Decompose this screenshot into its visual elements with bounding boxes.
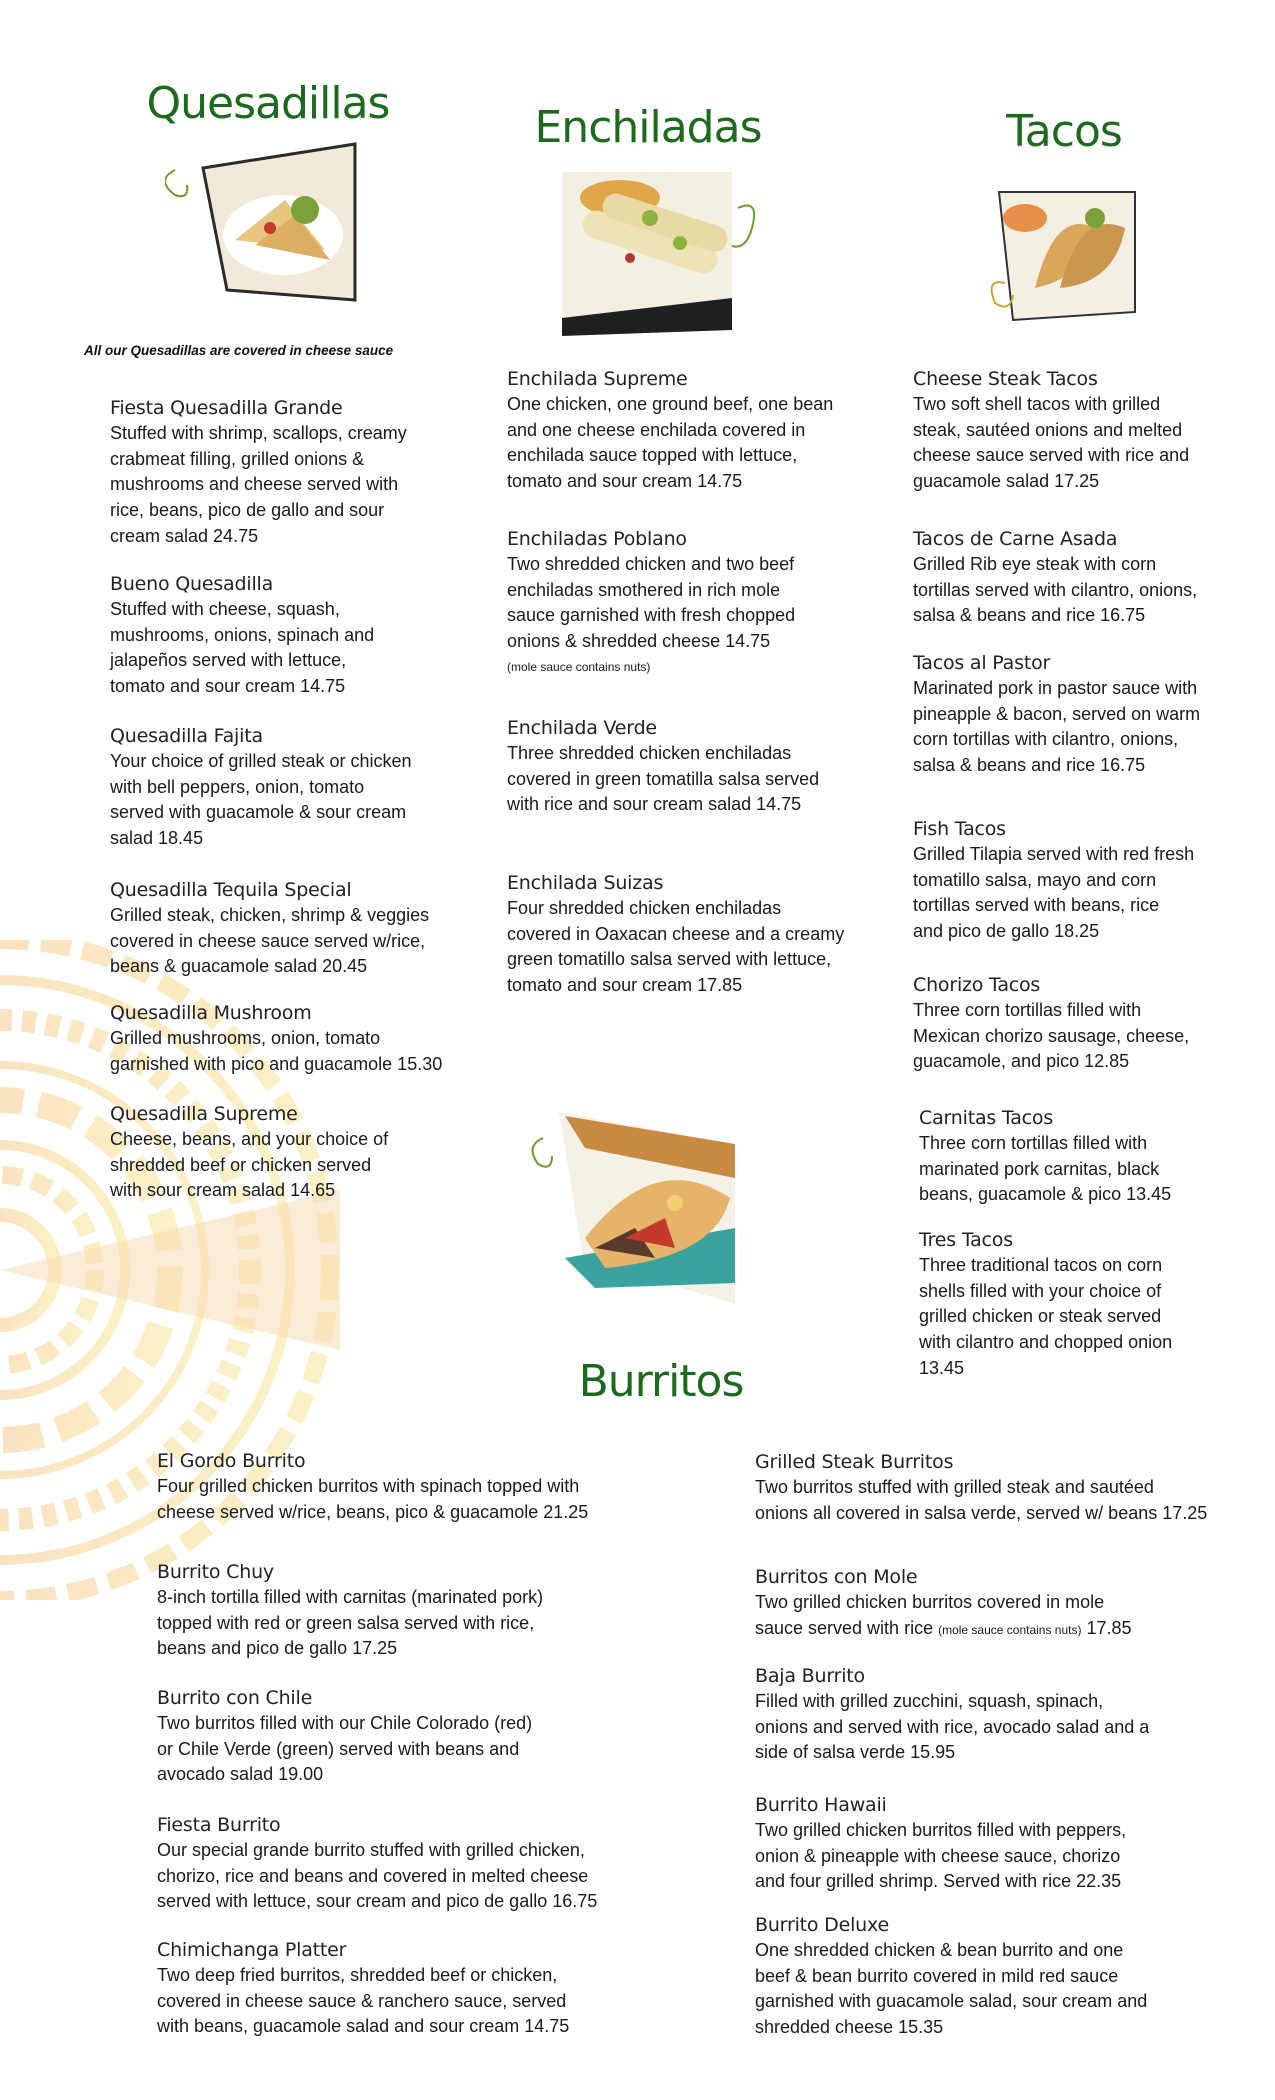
item-name: Fiesta Burrito bbox=[157, 1814, 281, 1836]
item-name: Baja Burrito bbox=[755, 1665, 865, 1687]
item-name: Burrito Chuy bbox=[157, 1561, 274, 1583]
item-description: 8-inch tortilla filled with carnitas (marinated pork) topped with red or green salsa served with rice, beans and pico de gallo 17.25 bbox=[157, 1587, 544, 1659]
item-name: Enchilada Supreme bbox=[507, 368, 688, 390]
item-description: Three shredded chicken enchiladas covered in green tomatilla salsa served with rice and sour cream salad 14.75 bbox=[507, 743, 820, 815]
item-description: Stuffed with cheese, squash, mushrooms, onions, spinach and jalapeños served with lettuce, tomato and sour cream 14.75 bbox=[110, 599, 375, 697]
menu-item bbox=[157, 1937, 569, 2040]
item-description: Our special grande burrito stuffed with grilled chicken, chorizo, rice and beans and covered in melted cheese served with lettuce, sour cream and pico de gallo 16.75 bbox=[157, 1840, 598, 1912]
burrito-photo bbox=[525, 1108, 740, 1304]
menu-item bbox=[755, 1792, 1126, 1895]
item-description: Your choice of grilled steak or chicken with bell peppers, onion, tomato served with guacamole & sour cream salad 18.45 bbox=[110, 751, 412, 849]
menu-item bbox=[919, 1227, 1172, 1382]
item-description: Two shredded chicken and two beef enchiladas smothered in rich mole sauce garnished with fresh chopped onions & shredded cheese 14.75 bbox=[507, 554, 796, 652]
item-description: Grilled Rib eye steak with corn tortillas served with cilantro, onions, salsa & beans and rice 16.75 bbox=[913, 554, 1198, 626]
item-name: Burrito con Chile bbox=[157, 1687, 313, 1709]
menu-item bbox=[110, 395, 407, 550]
quesadillas-heading: Quesadillas bbox=[146, 78, 390, 129]
item-description: Three traditional tacos on corn shells filled with your choice of grilled chicken or steak served with cilantro and chopped onion 13.45 bbox=[919, 1255, 1173, 1378]
tacos-photo bbox=[975, 188, 1145, 323]
item-price: 17.85 bbox=[1081, 1617, 1132, 1638]
item-name: Tacos al Pastor bbox=[913, 652, 1051, 674]
menu-item bbox=[913, 972, 1189, 1075]
item-description: Three corn tortillas filled with Mexican chorizo sausage, cheese, guacamole, and pico 12.85 bbox=[913, 1000, 1190, 1072]
item-description: Two deep fried burritos, shredded beef or chicken, covered in cheese sauce & ranchero sauce, served with beans, guacamole salad and sour cream 14.75 bbox=[157, 1965, 570, 2037]
tacos-heading: Tacos bbox=[1006, 106, 1122, 157]
item-name: Enchilada Verde bbox=[507, 717, 657, 739]
item-name: Enchilada Suizas bbox=[507, 872, 664, 894]
item-description: Two soft shell tacos with grilled steak, sautéed onions and melted cheese sauce served with rice and guacamole salad 17.25 bbox=[913, 394, 1190, 492]
enchiladas-heading: Enchiladas bbox=[534, 102, 762, 153]
quesadilla-photo bbox=[165, 140, 365, 310]
menu-item bbox=[110, 571, 374, 700]
menu-item bbox=[755, 1912, 1147, 2041]
menu-item bbox=[913, 526, 1197, 629]
menu-item bbox=[913, 650, 1200, 779]
item-description: Three corn tortillas filled with marinated pork carnitas, black beans, guacamole & pico 13.45 bbox=[919, 1133, 1172, 1205]
menu-item bbox=[755, 1564, 1132, 1643]
item-name: Grilled Steak Burritos bbox=[755, 1451, 954, 1473]
item-description: Marinated pork in pastor sauce with pineapple & bacon, served on warm corn tortillas with cilantro, onions, salsa & beans and rice 16.75 bbox=[913, 678, 1201, 776]
item-description: Stuffed with shrimp, scallops, creamy crabmeat filling, grilled onions & mushrooms and cheese served with rice, beans, pico de gallo and sour cream salad 24.75 bbox=[110, 423, 407, 546]
item-name: Quesadilla Supreme bbox=[110, 1103, 298, 1125]
item-description: Two burritos filled with our Chile Colorado (red) or Chile Verde (green) served with beans and avocado salad 19.00 bbox=[157, 1713, 533, 1785]
item-description: Four shredded chicken enchiladas covered in Oaxacan cheese and a creamy green tomatillo salsa served with lettuce, tomato and sour cream 17.85 bbox=[507, 898, 845, 996]
item-description: Four grilled chicken burritos with spinach topped with cheese served w/rice, beans, pico & guacamole 21.25 bbox=[157, 1476, 589, 1522]
item-description: Grilled Tilapia served with red fresh tomatillo salsa, mayo and corn tortillas served with beans, rice and pico de gallo 18.25 bbox=[913, 844, 1195, 942]
item-description bbox=[755, 1590, 1132, 1643]
item-name: Carnitas Tacos bbox=[919, 1107, 1054, 1129]
item-name: Quesadilla Tequila Special bbox=[110, 879, 352, 901]
item-name: Bueno Quesadilla bbox=[110, 573, 274, 595]
item-name: Burrito Hawaii bbox=[755, 1794, 887, 1816]
item-name: Tacos de Carne Asada bbox=[913, 528, 1118, 550]
item-name: Chorizo Tacos bbox=[913, 974, 1041, 996]
menu-item bbox=[507, 715, 819, 818]
item-description: Grilled mushrooms, onion, tomato garnished with pico and guacamole 15.30 bbox=[110, 1028, 443, 1074]
item-description: Filled with grilled zucchini, squash, spinach, onions and served with rice, avocado salad and a side of salsa verde 15.95 bbox=[755, 1691, 1150, 1763]
item-name: El Gordo Burrito bbox=[157, 1450, 306, 1472]
allergen-note: (mole sauce contains nuts) bbox=[507, 659, 651, 674]
item-description: One chicken, one ground beef, one bean and one cheese enchilada covered in enchilada sauce topped with lettuce, tomato and sour cream 14.75 bbox=[507, 394, 834, 492]
menu-item bbox=[110, 1000, 442, 1077]
menu-item bbox=[110, 1101, 388, 1204]
item-name: Chimichanga Platter bbox=[157, 1939, 347, 1961]
menu-item bbox=[157, 1448, 588, 1525]
item-name: Quesadilla Mushroom bbox=[110, 1002, 312, 1024]
item-description: One shredded chicken & bean burrito and one beef & bean burrito covered in mild red sauce garnished with guacamole salad, sour cream and shredded cheese 15.35 bbox=[755, 1940, 1148, 2038]
menu-item bbox=[919, 1105, 1171, 1208]
item-name: Quesadilla Fajita bbox=[110, 725, 263, 747]
description-text: Two grilled chicken burritos covered in mole sauce served with rice bbox=[755, 1592, 1105, 1638]
menu-item bbox=[110, 723, 412, 852]
menu-item bbox=[913, 816, 1194, 945]
burritos-heading: Burritos bbox=[578, 1356, 744, 1407]
item-description: Two grilled chicken burritos filled with peppers, onion & pineapple with cheese sauce, chorizo and four grilled shrimp. Served with rice 22.35 bbox=[755, 1820, 1127, 1892]
item-description: Grilled steak, chicken, shrimp & veggies covered in cheese sauce served w/rice, beans & guacamole salad 20.45 bbox=[110, 905, 430, 977]
menu-item bbox=[110, 877, 429, 980]
menu-item bbox=[507, 870, 844, 999]
allergen-note: (mole sauce contains nuts) bbox=[938, 1622, 1082, 1637]
menu-item bbox=[157, 1685, 532, 1788]
quesadillas-note: All our Quesadillas are covered in cheese sauce bbox=[84, 343, 394, 358]
menu-item bbox=[157, 1559, 543, 1662]
item-name: Enchiladas Poblano bbox=[507, 528, 687, 550]
item-description: Cheese, beans, and your choice of shredded beef or chicken served with sour cream salad 14.65 bbox=[110, 1129, 389, 1201]
item-name: Tres Tacos bbox=[919, 1229, 1013, 1251]
menu-item bbox=[755, 1449, 1207, 1526]
menu-item bbox=[755, 1663, 1149, 1766]
menu-item bbox=[157, 1812, 597, 1915]
item-description: Two burritos stuffed with grilled steak and sautéed onions all covered in salsa verde, served w/ beans 17.25 bbox=[755, 1477, 1208, 1523]
item-name: Fish Tacos bbox=[913, 818, 1006, 840]
menu-item bbox=[913, 366, 1189, 495]
item-name: Burritos con Mole bbox=[755, 1566, 918, 1588]
item-name: Fiesta Quesadilla Grande bbox=[110, 397, 343, 419]
item-name: Cheese Steak Tacos bbox=[913, 368, 1098, 390]
menu-item bbox=[507, 366, 833, 495]
menu-item bbox=[507, 526, 795, 681]
enchilada-photo bbox=[560, 168, 765, 338]
item-name: Burrito Deluxe bbox=[755, 1914, 889, 1936]
